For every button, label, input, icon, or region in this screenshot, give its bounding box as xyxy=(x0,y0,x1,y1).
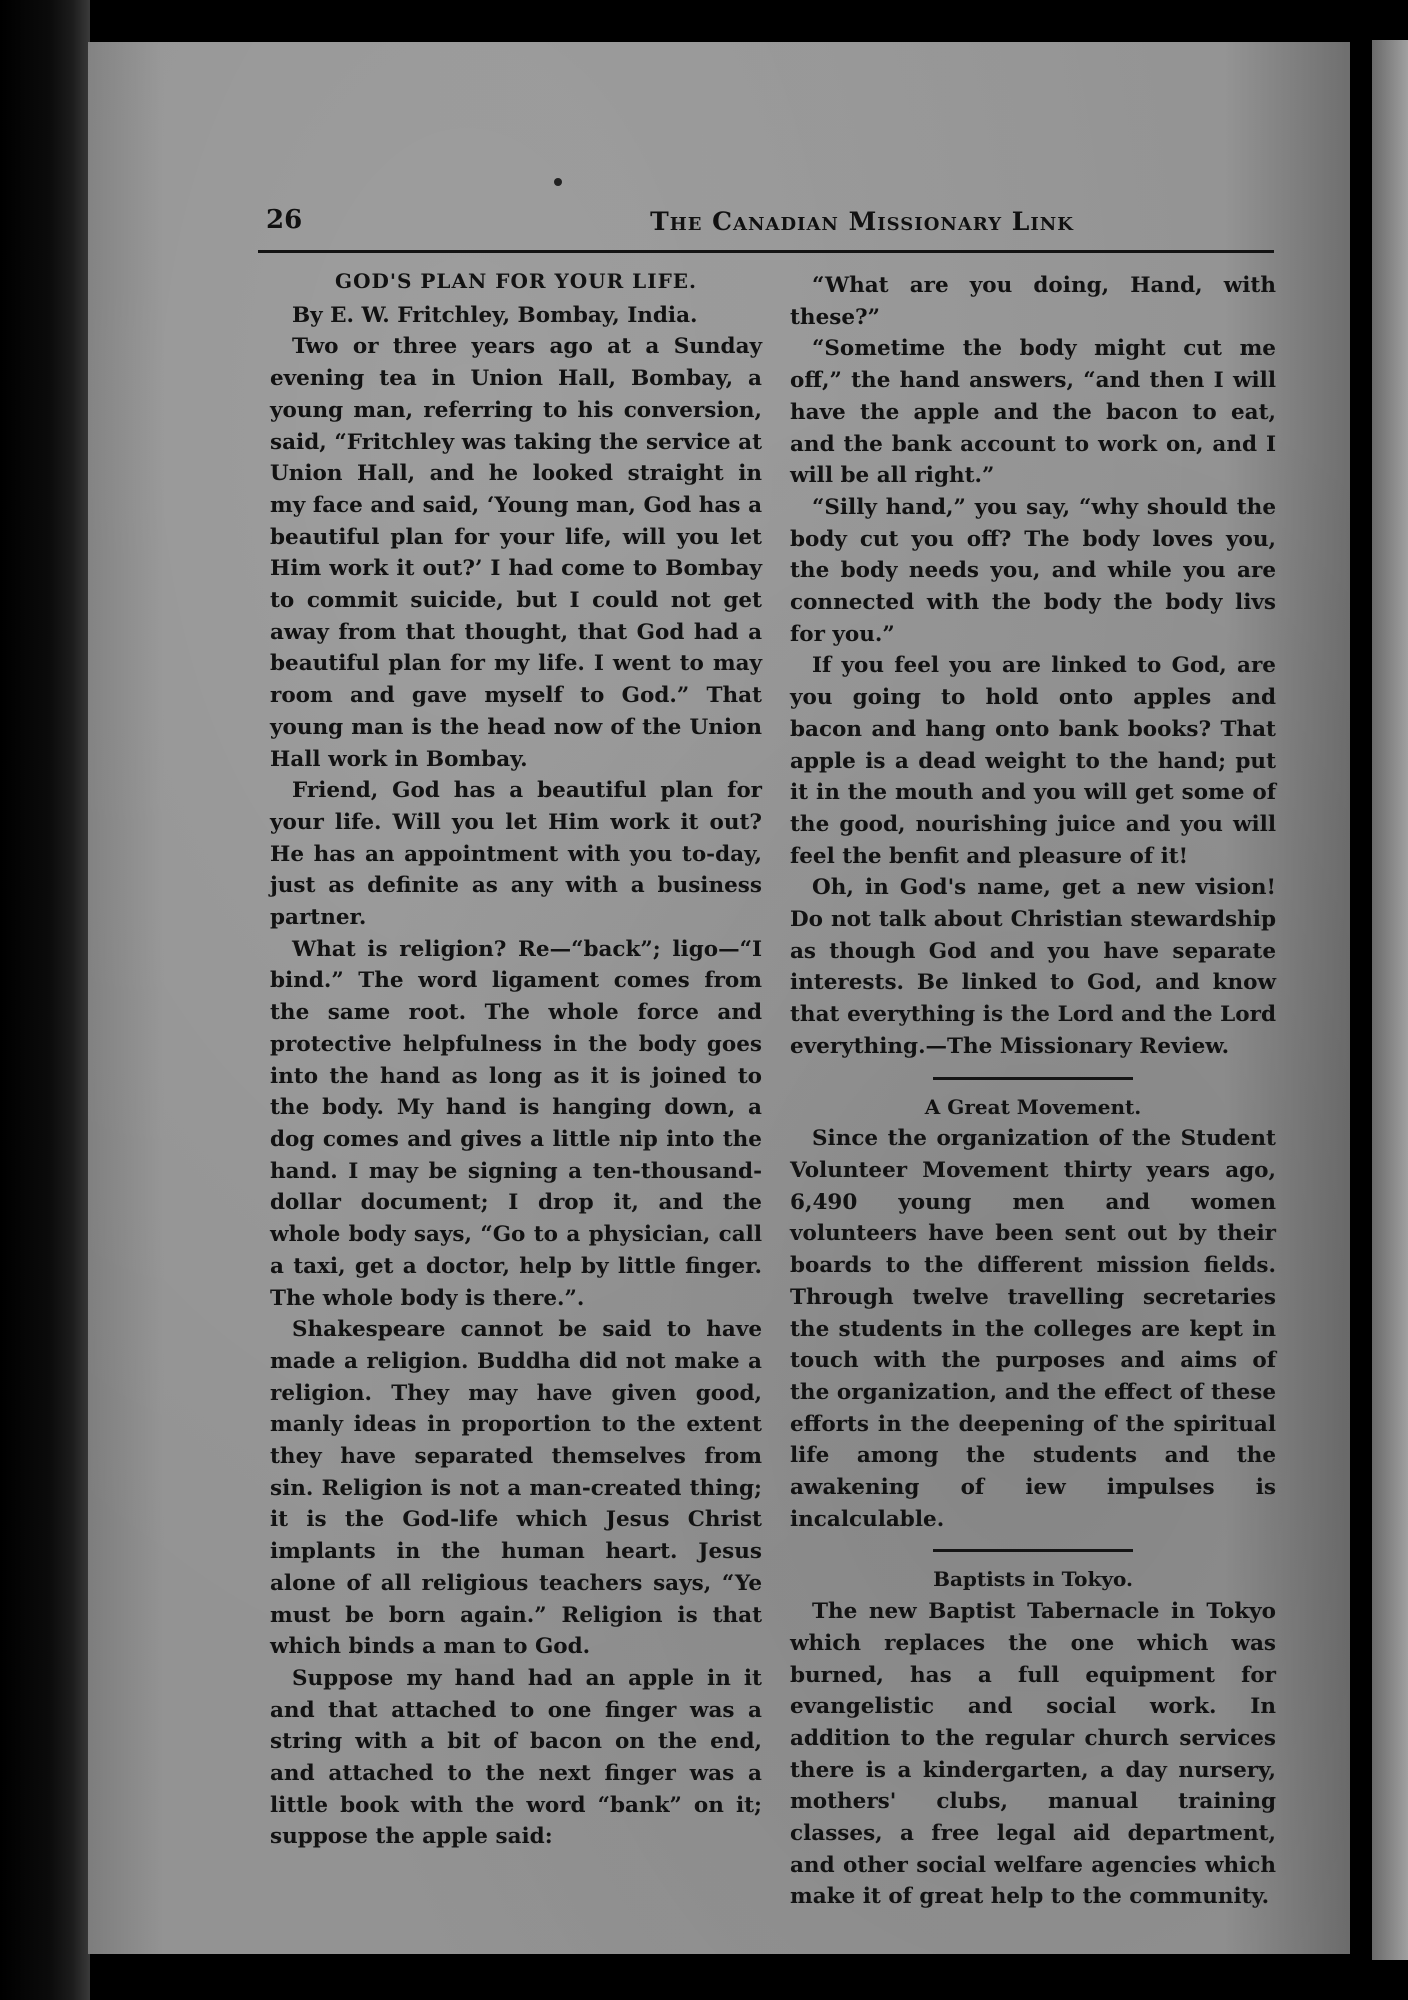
article-paragraph: If you feel you are linked to God, are you going to hold onto apples and bacon and hang onto bank books? That apple is a dead weight to the hand; put it in the mouth and you will get some of the good, nourishing juice and you will feel the benfit and pleasure of it! xyxy=(790,653,1276,869)
article-paragraph: Friend, God has a beautiful plan for your life. Will you let Him work it out? He has an appointment with you to-day, just as definite as any with a business partner. xyxy=(270,778,762,931)
book-spine-left xyxy=(0,0,90,2000)
left-column xyxy=(270,266,762,1853)
article-paragraph: Since the organization of the Student Volunteer Movement thirty years ago, 6,490 young men and women volunteers have been sent out by their boards to the different mission fields. Through twelve travelling secretaries the students in the colleges are kept in touch with the purposes and aims of the organization, and the effect of these efforts in the deepening of the spiritual life among the students and the awakening of iew impulses is incalculable. xyxy=(790,1126,1276,1532)
article-paragraph: “What are you doing, Hand, with these?” xyxy=(790,273,1276,330)
section-divider xyxy=(933,1077,1133,1080)
right-column xyxy=(790,270,1276,1913)
article-paragraph: “Silly hand,” you say, “why should the body cut you off? The body loves you, the body needs you, and while you are connected with the body the body livs for you.” xyxy=(790,494,1276,647)
article-paragraph: Oh, in God's name, get a new vision! Do not talk about Christian stewardship as though God and you have separate interests. Be linked to God, and know that everything is the Lord and the Lord everything.—The Missionary Review. xyxy=(790,875,1276,1059)
article-paragraph: What is religion? Re—“back”; ligo—“I bind.” The word ligament comes from the same root. The whole force and protective helpfulness in the body goes into the hand as long as it is joined to the body. My hand is hanging down, a dog comes and gives a little nip into the hand. I may be signing a ten-thousand-dollar document; I drop it, and the whole body says, “Go to a physician, call a taxi, get a doctor, help by little finger. The whole body is there.”. xyxy=(270,936,762,1311)
section-divider xyxy=(933,1549,1133,1552)
running-header xyxy=(262,205,1272,245)
article-paragraph: Suppose my hand had an apple in it and that attached to one finger was a string with a bit of bacon on the end, and attached to the next finger was a little book with the word “bank” on it; suppose the apple said: xyxy=(270,1665,762,1850)
article-title: A Great Movement. xyxy=(924,1094,1142,1119)
article-paragraph: Shakespeare cannot be said to have made a religion. Buddha did not make a religion. They may have given good, manly ideas in proportion to the extent they have separated themselves from sin. Religion is not a man-created thing; it is the God-life which Jesus Christ implants in the human heart. Jesus alone of all religious teachers says, “Ye must be born again.” Religion is that which binds a man to God. xyxy=(270,1317,762,1660)
article-byline: By E. W. Fritchley, Bombay, India. xyxy=(292,302,698,328)
article-paragraph: Two or three years ago at a Sunday evening tea in Union Hall, Bombay, a young man, referring to his conversion, said, “Fritchley was taking the service at Union Hall, and he looked straight in my face and said, ‘Young man, God has a beautiful plan for your life, will you let Him work it out?’ I had come to Bombay to commit suicide, but I could not get away from that thought, that God had a beautiful plan for my life. I went to may room and gave myself to God.” That young man is the head now of the Union Hall work in Bombay. xyxy=(270,334,762,772)
article-paragraph: “Sometime the body might cut me off,” the hand answers, “and then I will have the apple and the bacon to eat, and the bank account to work on, and I will be all right.” xyxy=(790,336,1276,489)
article-title: Baptists in Tokyo. xyxy=(933,1567,1133,1592)
page-number: 26 xyxy=(266,205,303,235)
ink-speck xyxy=(554,178,562,186)
article-title: GOD'S PLAN FOR YOUR LIFE. xyxy=(335,269,697,293)
header-rule xyxy=(258,250,1274,253)
next-page-edge xyxy=(1372,40,1408,1960)
article-paragraph: The new Baptist Tabernacle in Tokyo which replaces the one which was burned, has a full equipment for evangelistic and social work. In addition to the regular church services there is a kindergarten, a day nursery, mothers' clubs, manual training classes, a free legal aid department, and other social welfare agencies which make it of great help to the community. xyxy=(790,1599,1276,1910)
journal-title: The Canadian Missionary Link xyxy=(650,207,1074,236)
